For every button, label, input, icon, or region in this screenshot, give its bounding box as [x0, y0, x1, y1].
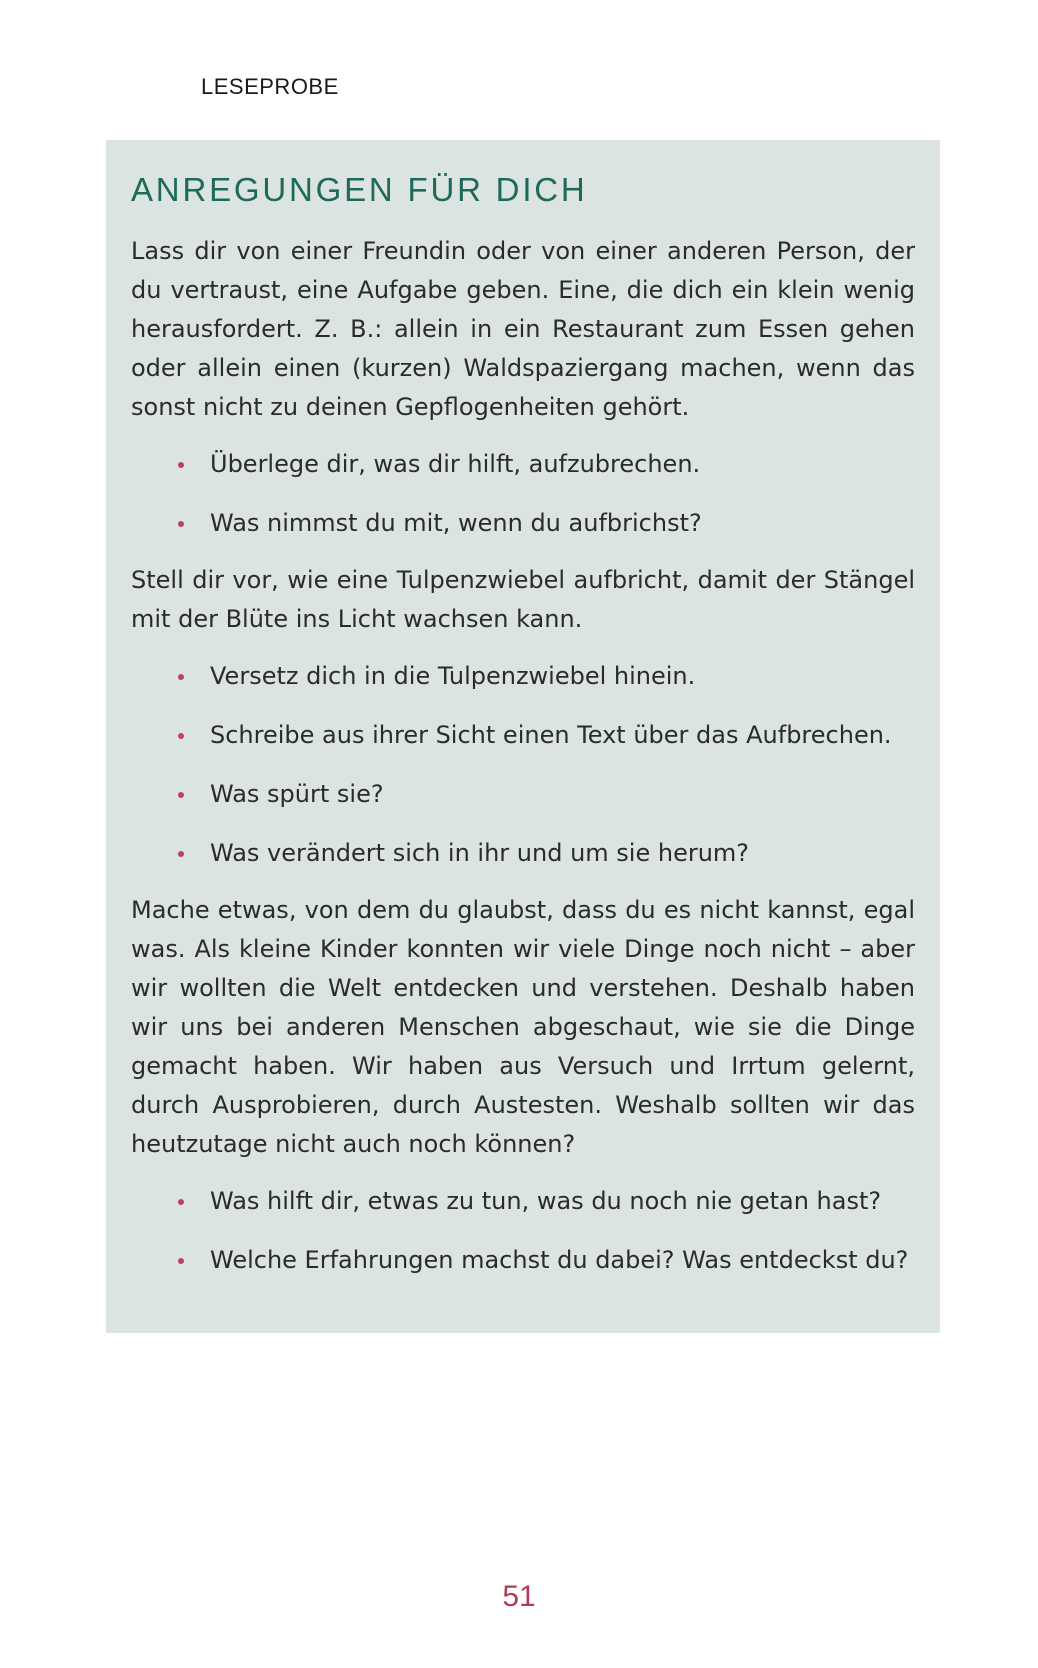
bullet-dot-icon [178, 1258, 184, 1264]
list-item [131, 1241, 915, 1280]
list-item-text: Was verändert sich in ihr und um sie herum? [210, 838, 750, 867]
bullet-dot-icon [178, 674, 184, 680]
bullet-list-1 [131, 445, 915, 543]
bullet-dot-icon [178, 851, 184, 857]
paragraph-2: Stell dir vor, wie eine Tulpenzwiebel aufbricht, damit der Stängel mit der Blüte ins Licht wachsen kann. [131, 565, 915, 633]
page-number: 51 [502, 1580, 536, 1613]
bullet-dot-icon [178, 733, 184, 739]
bullet-dot-icon [178, 792, 184, 798]
list-item-text: Schreibe aus ihrer Sicht einen Text über das Aufbrechen. [210, 720, 892, 749]
list-item-text: Überlege dir, was dir hilft, aufzubrechen. [210, 449, 701, 478]
bullet-dot-icon [178, 521, 184, 527]
list-item-text: Was spürt sie? [210, 779, 384, 808]
paragraph-1: Lass dir von einer Freundin oder von einer anderen Person, der du vertraust, eine Aufgabe geben. Eine, die dich ein klein wenig herausfordert. Z. B.: allein in ein Restaurant zum Essen gehen oder allein einen (kurzen) Waldspaziergang machen, wenn das sonst nicht zu deinen Gepflogenheiten gehört. [131, 236, 915, 421]
list-item [131, 1182, 915, 1221]
list-item [131, 657, 915, 696]
list-item-text: Welche Erfahrungen machst du dabei? Was entdeckst du? [210, 1245, 909, 1274]
list-item-text: Was nimmst du mit, wenn du aufbrichst? [210, 508, 702, 537]
paragraph-3: Mache etwas, von dem du glaubst, dass du es nicht kannst, egal was. Als kleine Kinder konnten wir viele Dinge noch nicht – aber wir wollten die Welt entdecken und verstehen. Deshalb haben wir uns bei anderen Menschen abgeschaut, wie sie die Dinge gemacht haben. Wir haben aus Versuch und Irrtum gelernt, durch Ausprobieren, durch Austesten. Weshalb sollten wir das heutzutage nicht auch noch können? [131, 895, 915, 1158]
list-item-text: Versetz dich in die Tulpenzwiebel hinein. [210, 661, 696, 690]
suggestions-box [106, 140, 940, 1333]
list-item [131, 775, 915, 814]
list-item [131, 834, 915, 873]
list-item-text: Was hilft dir, etwas zu tun, was du noch nie getan hast? [210, 1186, 882, 1215]
list-item [131, 504, 915, 543]
bullet-dot-icon [178, 1199, 184, 1205]
bullet-list-2 [131, 657, 915, 873]
list-item [131, 716, 915, 755]
list-item [131, 445, 915, 484]
bullet-dot-icon [178, 462, 184, 468]
bullet-list-3 [131, 1182, 915, 1280]
header-label: LESEPROBE [201, 74, 339, 99]
box-title: ANREGUNGEN FÜR DICH [131, 171, 588, 208]
